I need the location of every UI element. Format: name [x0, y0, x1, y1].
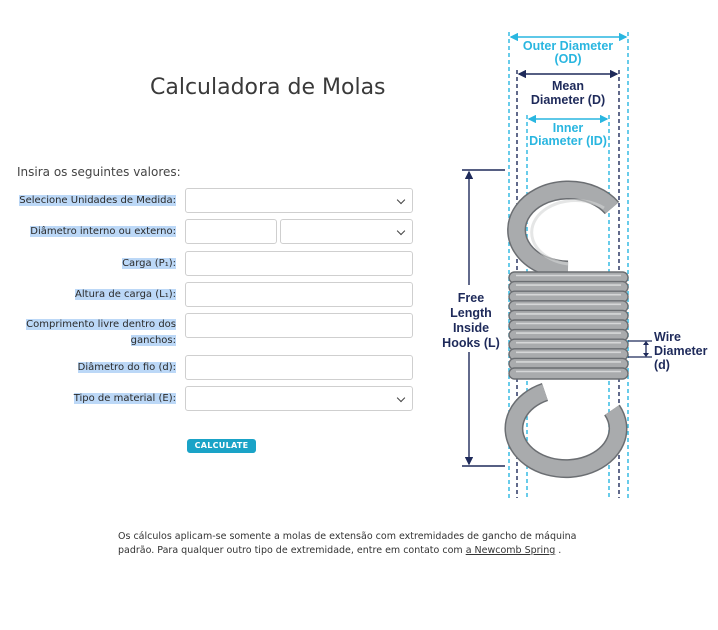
load-label: Carga (P₁):: [122, 258, 176, 269]
wire-diameter-label: Diâmetro do fio (d):: [77, 362, 176, 373]
calculate-button[interactable]: CALCULATE: [187, 439, 256, 453]
units-select[interactable]: [185, 188, 413, 213]
inner-label-2: Diameter (ID): [529, 134, 607, 148]
material-label: Tipo de material (E):: [73, 393, 176, 404]
od-label-1: Outer Diameter: [522, 39, 614, 53]
spring-diagram: [430, 28, 718, 503]
wire-label-1: Wire: [654, 330, 681, 344]
intro-text: Insira os seguintes valores:: [17, 165, 181, 179]
wire-label-2: Diameter: [654, 344, 708, 358]
coil-ring: [509, 368, 628, 379]
units-label: Selecione Unidades de Medida:: [19, 195, 176, 206]
free-length-label-1: Free: [457, 291, 485, 305]
od-label-2: (OD): [554, 52, 582, 66]
inner-label-1: Inner: [552, 121, 584, 135]
load-height-label: Altura de carga (L₁):: [75, 289, 176, 300]
material-select[interactable]: [185, 386, 413, 411]
mean-label-2: Diameter (D): [530, 93, 606, 107]
page-title: Calculadora de Molas: [150, 74, 386, 100]
diameter-type-select[interactable]: [280, 219, 413, 244]
footnote-text: Os cálculos aplicam-se somente a molas de extensão com extremidades de gancho de máquina padrão. Para qualquer outro tipo de extremidade, entre em contato com: [118, 531, 577, 556]
footnote-tail: .: [555, 545, 562, 556]
free-length-input[interactable]: [185, 313, 413, 338]
free-length-label: Comprimento livre dentro dos ganchos:: [26, 319, 176, 346]
mean-label-1: Mean: [552, 79, 584, 93]
diameter-input[interactable]: [185, 219, 277, 244]
bottom-hook: [514, 392, 618, 469]
wire-label-3: (d): [654, 358, 670, 372]
free-length-label-4: Hooks (L): [442, 336, 500, 350]
top-hook: [517, 190, 612, 270]
free-length-label-2: Length: [450, 306, 492, 320]
load-input[interactable]: [185, 251, 413, 276]
newcomb-spring-link[interactable]: a Newcomb Spring: [465, 545, 556, 556]
diameter-label: Diâmetro interno ou externo:: [30, 226, 176, 237]
load-height-input[interactable]: [185, 282, 413, 307]
footnote: [118, 530, 588, 558]
wire-diameter-dimension: [628, 341, 652, 357]
free-length-label-3: Inside: [452, 321, 490, 335]
wire-diameter-input[interactable]: [185, 355, 413, 380]
spring-coils: [509, 272, 628, 379]
